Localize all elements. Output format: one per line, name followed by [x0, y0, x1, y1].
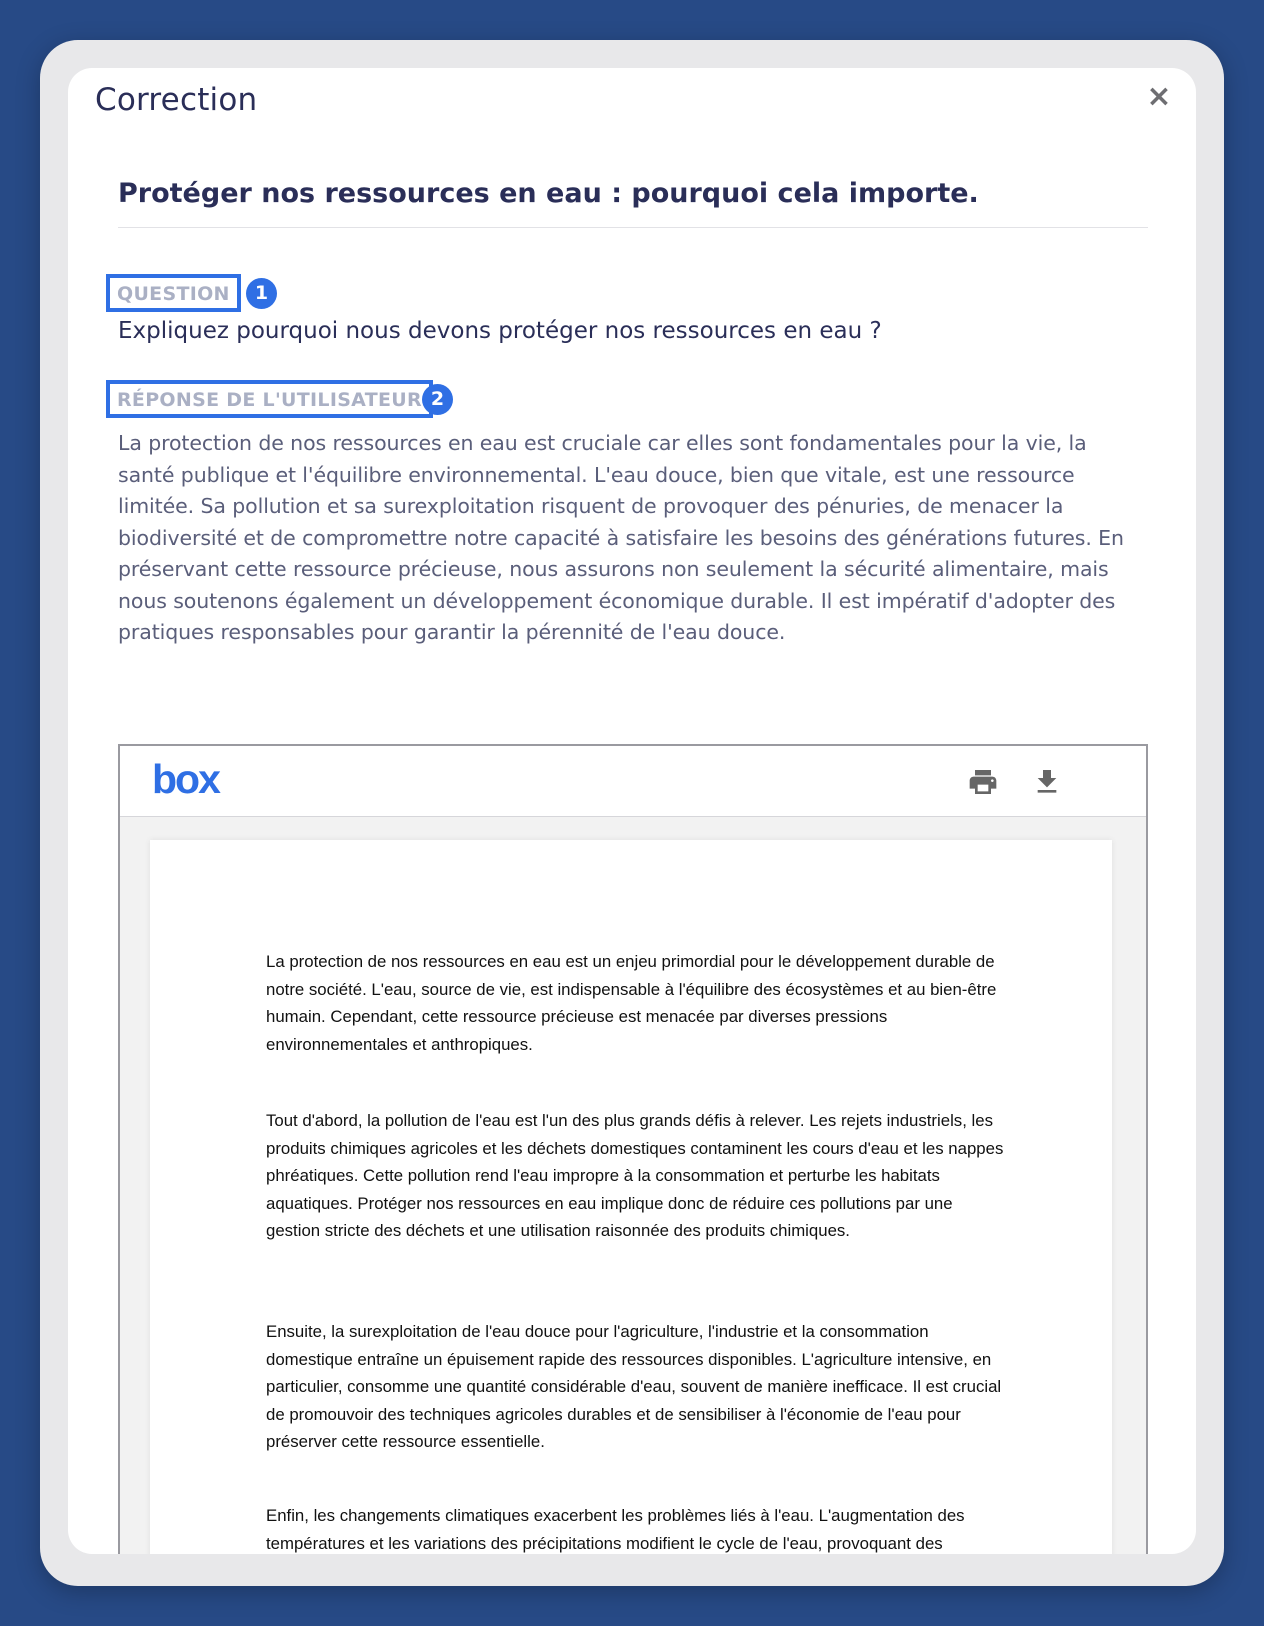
close-icon: × — [1146, 79, 1172, 114]
download-button[interactable] — [1030, 766, 1064, 798]
answer-label: RÉPONSE DE L'UTILISATEUR — [106, 380, 433, 418]
document-viewer[interactable] — [118, 744, 1148, 1554]
download-icon — [1030, 766, 1064, 798]
answer-text: La protection de nos ressources en eau est cruciale car elles sont fondamentales pour la vie, la santé publique et l'équilibre environnemental. L'eau douce, bien que vitale, est une ressource limitée. Sa pollution et sa surexploitation risquent de provoquer des pénuries, de menacer la biodiversité et de compromettre notre capacité à satisfaire les besoins des générations futures. En préservant cette ressource précieuse, nous assurons non seulement la sécurité alimentaire, mais nous soutenons également un développement économique durable. Il est impératif d'adopter des pratiques responsables pour garantir la pérennité de l'eau douce. — [118, 431, 1124, 644]
question-step-badge: 1 — [246, 278, 277, 309]
print-button[interactable] — [966, 766, 1000, 798]
viewer-toolbar — [120, 746, 1146, 817]
correction-modal — [68, 68, 1196, 1554]
answer-section — [118, 380, 1148, 649]
question-section — [118, 274, 1148, 344]
close-button[interactable] — [1144, 79, 1174, 114]
question-label: QUESTION — [106, 274, 241, 312]
page-title: Protéger nos ressources en eau : pourquoi cela importe. — [118, 178, 1148, 228]
answer-label-wrap — [117, 380, 445, 418]
answer-step-badge: 2 — [422, 384, 453, 415]
document-paragraph: Tout d'abord, la pollution de l'eau est l'un des plus grands défis à relever. Les rejets industriels, les produits chimiques agricoles et les déchets domestiques contaminent les cours d'eau et les nappes phréatiques. Cette pollution rend l'eau impropre à la consommation et perturbe les habitats aquatiques. Protéger nos ressources en eau implique donc de réduire ces pollutions par une gestion stricte des déchets et une utilisation raisonnée des produits chimiques. — [266, 1111, 1004, 1240]
document-paragraph: Enfin, les changements climatiques exacerbent les problèmes liés à l'eau. L'augmentation des températures et les variations des précipitations modifient le cycle de l'eau, provoquant des — [266, 1506, 965, 1553]
modal-frame — [40, 40, 1224, 1586]
document-page — [150, 840, 1112, 1554]
question-label-wrap — [117, 274, 269, 312]
modal-title: Correction — [95, 82, 258, 118]
document-paragraph: La protection de nos ressources en eau est un enjeu primordial pour le développement durable de notre société. L'eau, source de vie, est indispensable à l'équilibre des écosystèmes et au bien-être humain. Cependant, cette ressource précieuse est menacée par diverses pressions environnementales et anthropiques. — [266, 952, 997, 1054]
document-paragraph: Ensuite, la surexploitation de l'eau douce pour l'agriculture, l'industrie et la consommation domestique entraîne un épuisement rapide des ressources disponibles. L'agriculture intensive, en particulier, consomme une quantité considérable d'eau, souvent de manière inefficace. Il est crucial de promouvoir des techniques agricoles durables et de sensibiliser à l'économie de l'eau pour préserver cette ressource essentielle. — [266, 1322, 1002, 1451]
question-text: Expliquez pourquoi nous devons protéger nos ressources en eau ? — [118, 318, 882, 344]
box-logo: box — [152, 756, 219, 802]
print-icon — [966, 766, 1000, 798]
modal-content — [118, 178, 1148, 649]
